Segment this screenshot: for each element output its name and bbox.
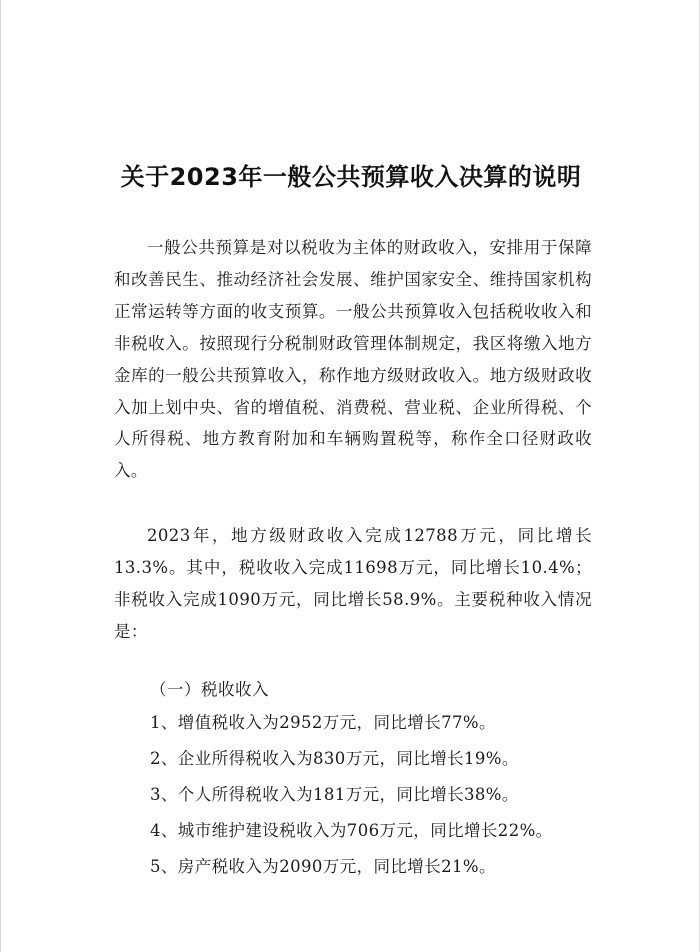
list-item-urban-construction-tax: 4、城市维护建设税收入为706万元，同比增长22%。 <box>150 821 553 840</box>
list-item-corporate-income-tax: 2、企业所得税收入为830万元，同比增长19%。 <box>150 749 519 768</box>
list-item-vat: 1、增值税收入为2952万元，同比增长77%。 <box>150 713 496 732</box>
paragraph-revenue-summary: 2023年，地方级财政收入完成12788万元，同比增长13.3%。其中，税收收入完成11698万元，同比增长10.4%；非税收入完成1090万元，同比增长58.9%。主要税种收入情况是： <box>114 526 592 641</box>
paragraph-budget-definition: 一般公共预算是对以税收为主体的财政收入，安排用于保障和改善民生、推动经济社会发展、维护国家安全、维持国家机构正常运转等方面的收支预算。一般公共预算收入包括税收收入和非税收入。按照现行分税制财政管理体制规定，我区将缴入地方金库的一般公共预算收入，称作地方级财政收入。地方级财政收入加上划中央、省的增值税、消费税、营业税、企业所得税、个人所得税、地方教育附加和车辆购置税等，称作全口径财政收入。 <box>114 238 592 481</box>
section-heading-tax-revenue: （一）税收收入 <box>150 680 269 699</box>
list-item-property-tax: 5、房产税收入为2090万元，同比增长21%。 <box>150 857 496 876</box>
list-item-personal-income-tax: 3、个人所得税收入为181万元，同比增长38%。 <box>150 785 519 804</box>
document-title: 关于2023年一般公共预算收入决算的说明 <box>120 163 582 191</box>
